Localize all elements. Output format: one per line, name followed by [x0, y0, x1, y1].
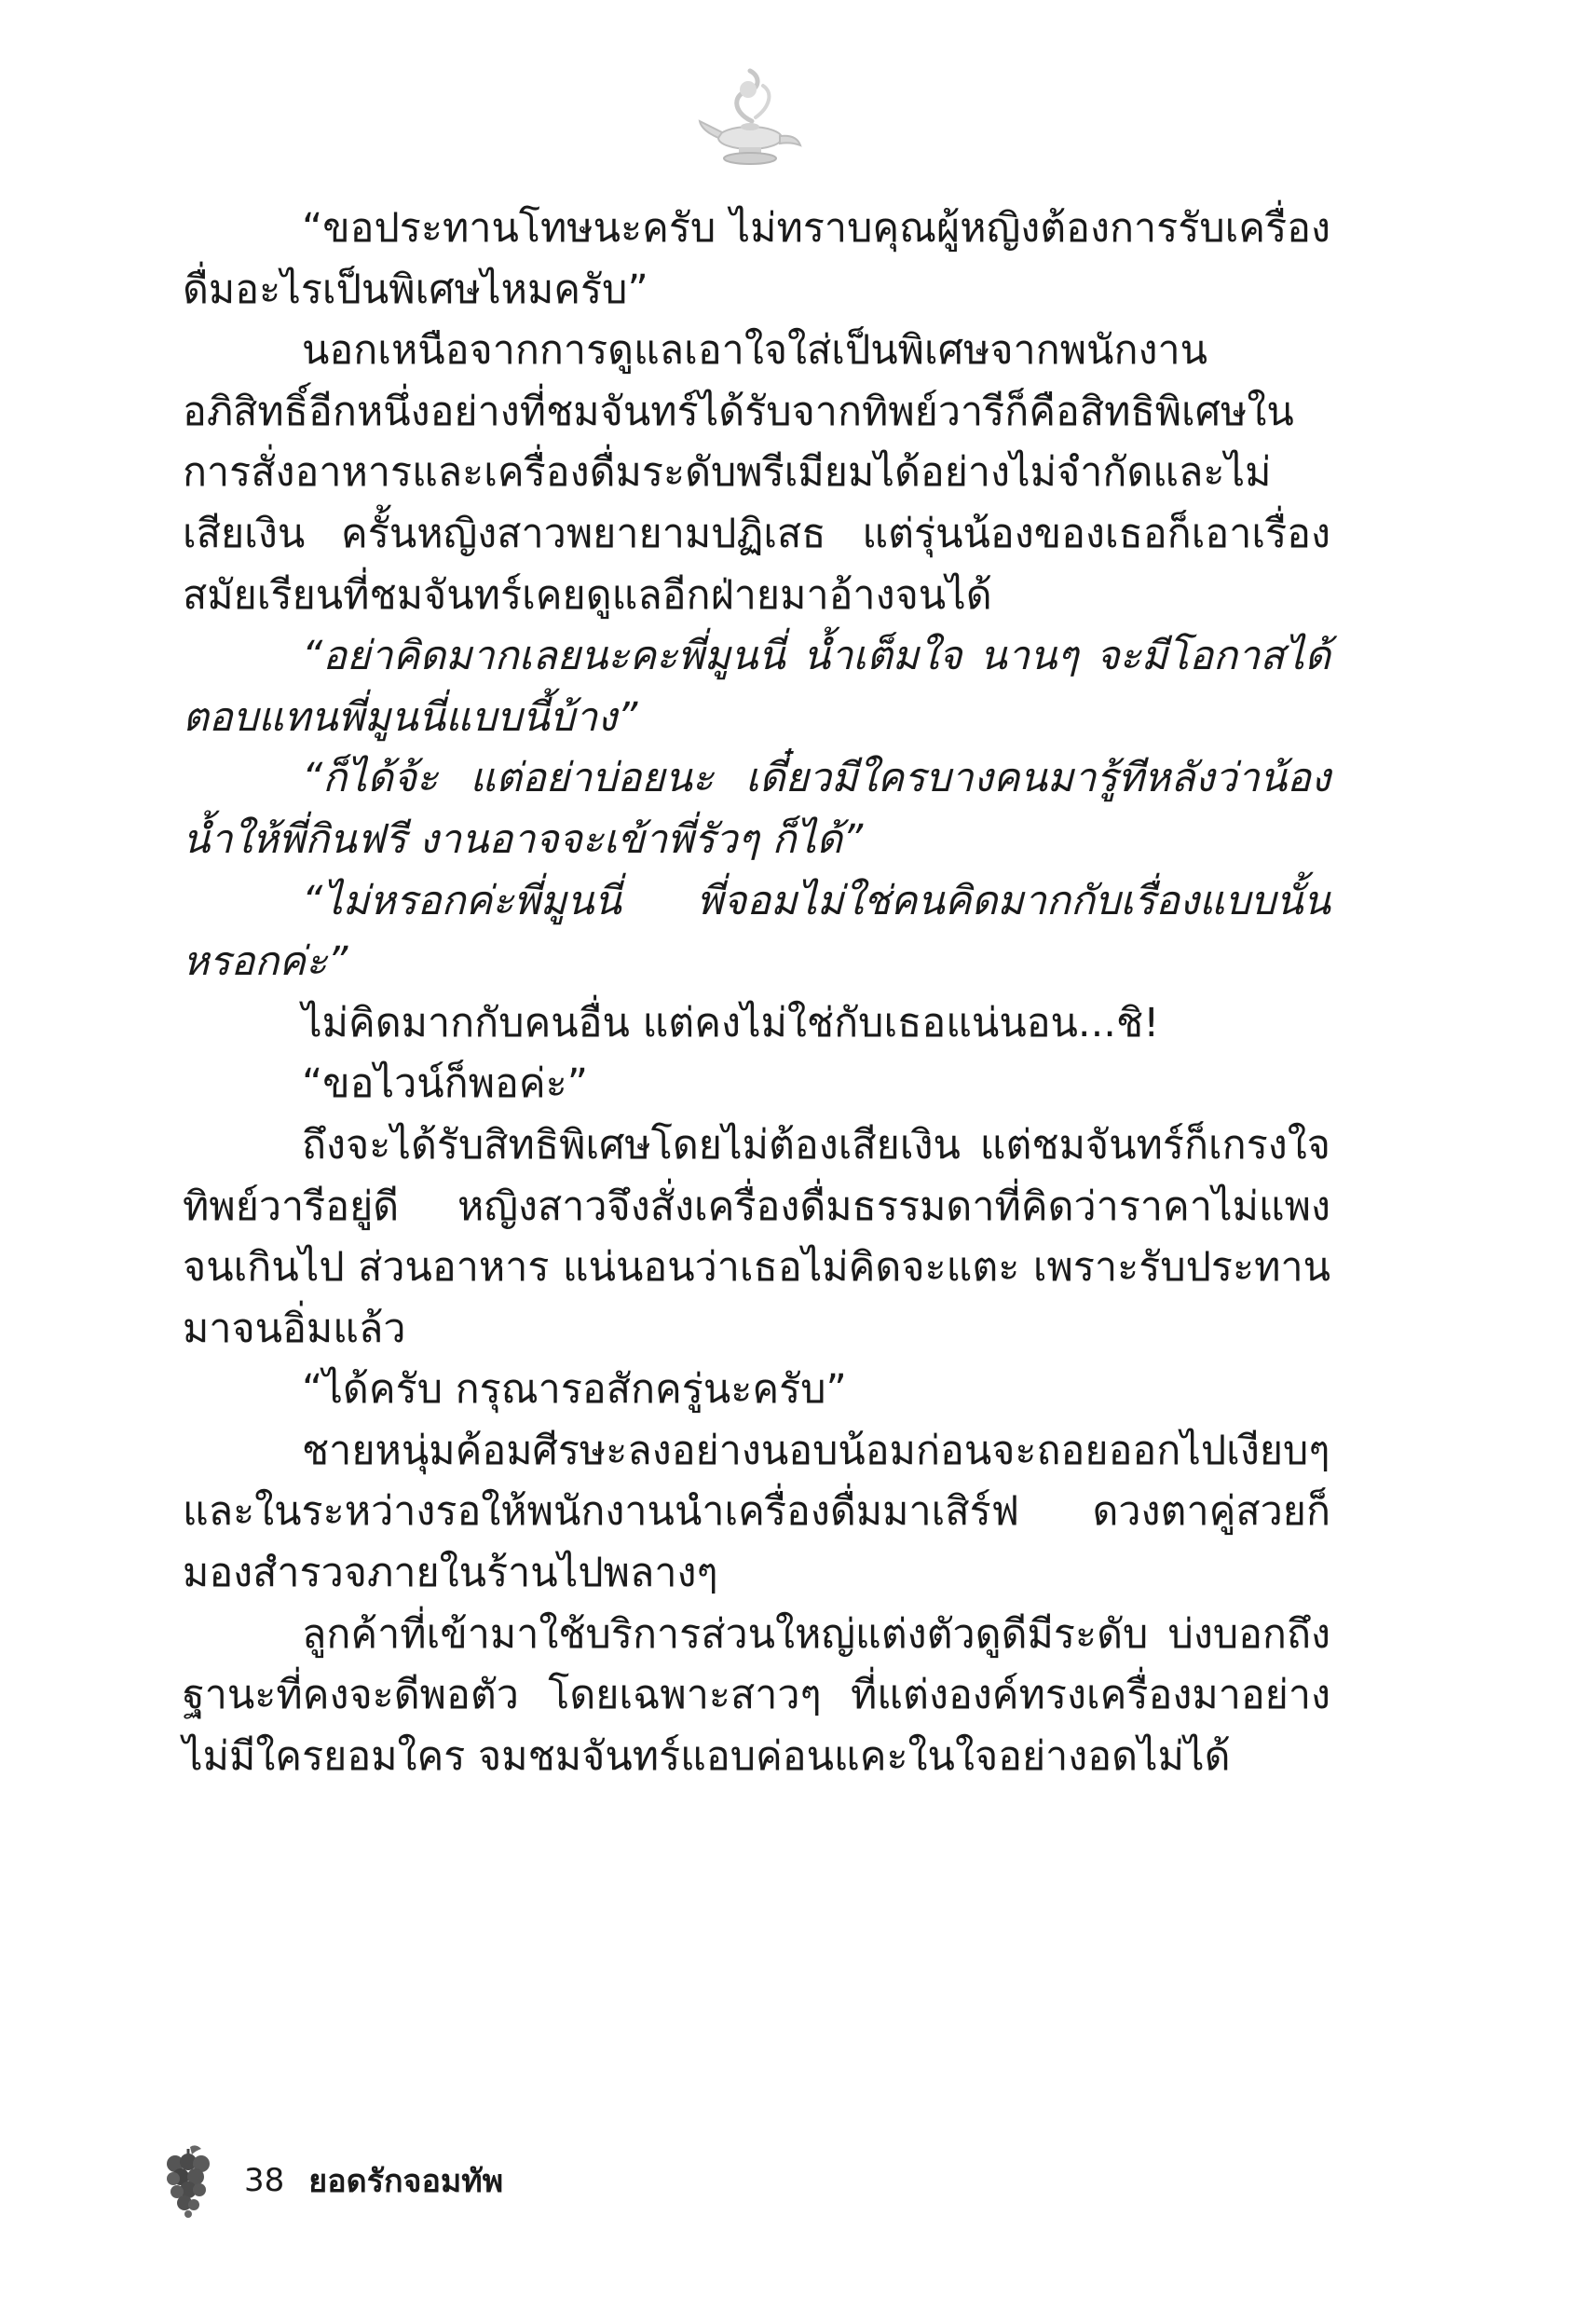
paragraph: ลูกค้าที่เข้ามาใช้บริการส่วนใหญ่แต่งตัวดูดีมีระดับ บ่งบอกถึงฐานะที่คงจะดีพอตัว โดยเฉพาะสาวๆ ที่แต่งองค์ทรงเครื่องมาอย่างไม่มีใครยอมใคร จมชมจันทร์แอบค่อนแคะในใจอย่างอดไม่ได้ — [183, 1610, 1330, 1780]
book-title: ยอดรักจอมทัพ — [308, 2163, 504, 2200]
paragraph: “ไม่หรอกค่ะพี่มูนนี่ พี่จอมไม่ใช่คนคิดมากกับเรื่องแบบนั้นหรอกค่ะ” — [183, 877, 1330, 986]
paragraph: ถึงจะได้รับสิทธิพิเศษโดยไม่ต้องเสียเงิน แต่ชมจันทร์ก็เกรงใจทิพย์วารีอยู่ดี หญิงสาวจึงสั่งเครื่องดื่มธรรมดาที่คิดว่าราคาไม่แพงจนเกินไป ส่วนอาหาร แน่นอนว่าเธอไม่คิดจะแตะ เพราะรับประทานมาจนอิ่มแล้ว — [183, 1121, 1330, 1352]
paragraph: ชายหนุ่มค้อมศีรษะลงอย่างนอบน้อมก่อนจะถอยออกไปเงียบๆ และในระหว่างรอให้พนักงานนำเครื่องดื่มมาเสิร์ฟ ดวงตาคู่สวยก็มองสำรวจภายในร้านไปพลางๆ — [183, 1427, 1330, 1597]
body-text — [183, 198, 1330, 1787]
page-number: 38 — [244, 2162, 285, 2199]
grape-bunch-icon — [158, 2143, 216, 2218]
genie-lamp-icon — [694, 65, 806, 168]
paragraph: นอกเหนือจากการดูแลเอาใจใส่เป็นพิเศษจากพนักงานอภิสิทธิ์อีกหนึ่งอย่างที่ชมจันทร์ได้รับจากทิพย์วารีก็คือสิทธิพิเศษในการสั่งอาหารและเครื่องดื่มระดับพรีเมียมได้อย่างไม่จำกัดและไม่เสียเงิน ครั้นหญิงสาวพยายามปฏิเสธ แต่รุ่นน้องของเธอก็เอาเรื่องสมัยเรียนที่ชมจันทร์เคยดูแลอีกฝ่ายมาอ้างจนได้ — [183, 327, 1330, 619]
paragraph: ไม่คิดมากกับคนอื่น แต่คงไม่ใช่กับเธอแน่นอน...ชิ! — [302, 999, 1160, 1046]
paragraph: “ขอประทานโทษนะครับ ไม่ทราบคุณผู้หญิงต้องการรับเครื่องดื่มอะไรเป็นพิเศษไหมครับ” — [183, 205, 1330, 313]
paragraph: “ขอไวน์ก็พอค่ะ” — [302, 1060, 589, 1108]
page-footer — [158, 2143, 503, 2218]
paragraph: “ได้ครับ กรุณารอสักครู่นะครับ” — [302, 1366, 847, 1414]
paragraph: “ก็ได้จ้ะ แต่อย่าบ่อยนะ เดี๋ยวมีใครบางคนมารู้ทีหลังว่าน้องน้ำให้พี่กินฟรี งานอาจจะเข้าพี่รัวๆ ก็ได้” — [183, 755, 1330, 863]
paragraph: “อย่าคิดมากเลยนะคะพี่มูนนี่ น้ำเต็มใจ นานๆ จะมีโอกาสได้ตอบแทนพี่มูนนี่แบบนี้บ้าง” — [183, 633, 1330, 741]
